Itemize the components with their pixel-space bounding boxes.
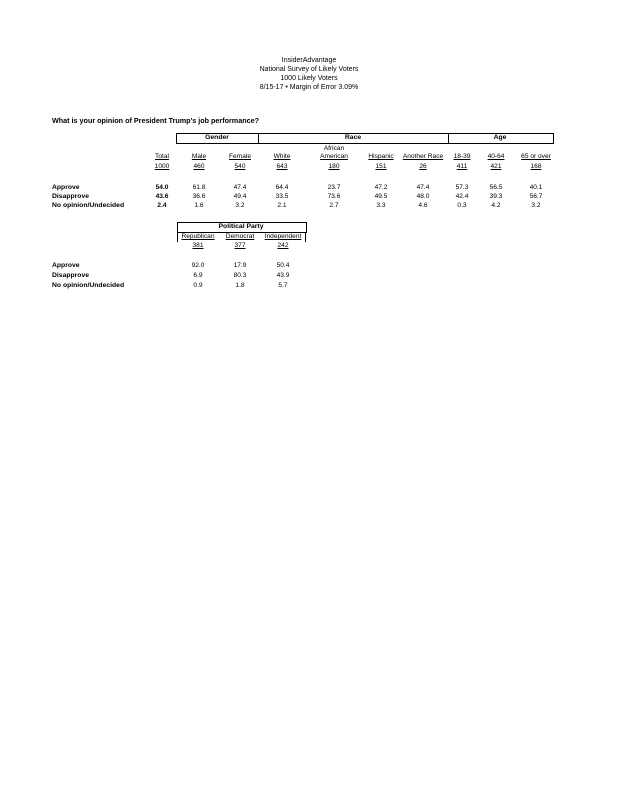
table-cell: 56.7	[529, 193, 543, 200]
table-cell: 2.7	[329, 202, 339, 209]
group-divider	[258, 133, 259, 143]
table-cell: 5.7	[278, 282, 288, 289]
column-n-republican: 381	[192, 242, 204, 249]
table-cell: 47.4	[416, 184, 430, 191]
column-header-40-64: 40-64	[487, 153, 505, 160]
group-age: Age	[493, 134, 507, 141]
table-cell: 40.1	[529, 184, 543, 191]
column-header-african-american: American	[320, 153, 348, 160]
table-cell: 48.0	[416, 193, 430, 200]
table-cell: 39.3	[489, 193, 503, 200]
column-header-republican: Republican	[181, 233, 215, 240]
column-header-65-over: 65 or over	[521, 153, 551, 160]
table-cell: 0.3	[457, 202, 467, 209]
table-cell: 92.0	[191, 262, 205, 269]
table-cell: 3.2	[235, 202, 245, 209]
party-divider	[305, 232, 306, 242]
table-cell: 47.4	[233, 184, 247, 191]
survey-title: National Survey of Likely Voters	[259, 66, 359, 73]
group-gender: Gender	[205, 134, 229, 141]
column-n-female: 540	[234, 163, 246, 170]
column-n-male: 460	[193, 163, 205, 170]
row-label-no-opinion: No opinion/Undecided	[52, 282, 125, 289]
table-cell: 0.9	[193, 282, 203, 289]
table-cell: 47.2	[374, 184, 388, 191]
survey-dates-margin: 8/15-17 • Margin of Error 3.09%	[259, 84, 359, 91]
table-cell: 4.2	[491, 202, 501, 209]
column-n-another-race: 26	[419, 163, 427, 170]
row-label-disapprove: Disapprove	[52, 272, 90, 279]
column-header-independent: Independent	[264, 233, 302, 240]
column-header-white: White	[273, 153, 291, 160]
table-cell: 61.8	[192, 184, 206, 191]
table-cell: 17.9	[233, 262, 247, 269]
party-divider	[177, 232, 178, 242]
column-n-democrat: 377	[234, 242, 246, 249]
row-label-approve: Approve	[52, 262, 80, 269]
table-cell: 80.3	[233, 272, 247, 279]
table-cell: 49.4	[233, 193, 247, 200]
column-header-male: Male	[191, 153, 207, 160]
column-header-democrat: Democrat	[225, 233, 255, 240]
column-header-hispanic: Hispanic	[368, 153, 394, 160]
column-n-hispanic: 151	[375, 163, 387, 170]
table-cell: 50.4	[276, 262, 290, 269]
column-header-another-race: Another Race	[402, 153, 444, 160]
report-source: InsiderAdvantage	[281, 57, 337, 64]
survey-question: What is your opinion of President Trump's job performance?	[52, 116, 259, 125]
row-label-disapprove: Disapprove	[52, 193, 90, 200]
table-cell: 3.3	[376, 202, 386, 209]
table-cell: 6.9	[193, 272, 203, 279]
group-political-party: Political Party	[218, 223, 264, 230]
column-header-female: Female	[229, 153, 251, 160]
table-cell: 36.6	[192, 193, 206, 200]
table-cell: 1.6	[194, 202, 204, 209]
table-cell: 3.2	[531, 202, 541, 209]
table-cell: 1.8	[235, 282, 245, 289]
table-cell: 57.3	[455, 184, 469, 191]
column-n-65-over: 168	[530, 163, 542, 170]
group-divider	[448, 133, 449, 143]
table-cell: 42.4	[455, 193, 469, 200]
table-cell: 4.6	[418, 202, 428, 209]
table-cell: 49.5	[374, 193, 388, 200]
column-header-total: Total	[155, 153, 169, 160]
column-n-independent: 242	[277, 242, 289, 249]
table-cell: 73.6	[327, 193, 341, 200]
column-n-18-39: 411	[456, 163, 468, 170]
table-cell: 54.0	[155, 184, 169, 191]
column-n-total: 1000	[154, 163, 170, 170]
table-cell: 2.4	[157, 202, 167, 209]
table-cell: 43.6	[155, 193, 169, 200]
column-n-white: 643	[276, 163, 288, 170]
column-label-top: African	[323, 145, 345, 152]
table-cell: 33.5	[275, 193, 289, 200]
row-label-no-opinion: No opinion/Undecided	[52, 202, 125, 209]
column-n-40-64: 421	[490, 163, 502, 170]
column-n-african-american: 180	[328, 163, 340, 170]
row-label-approve: Approve	[52, 184, 80, 191]
table-cell: 43.9	[276, 272, 290, 279]
table-cell: 56.5	[489, 184, 503, 191]
sample-size: 1000 Likely Voters	[280, 75, 338, 82]
column-header-18-39: 18-39	[453, 153, 471, 160]
table-cell: 2.1	[277, 202, 287, 209]
group-race: Race	[344, 134, 362, 141]
table-cell: 64.4	[275, 184, 289, 191]
table-cell: 23.7	[327, 184, 341, 191]
crosstab-table-demographics	[0, 0, 618, 300]
